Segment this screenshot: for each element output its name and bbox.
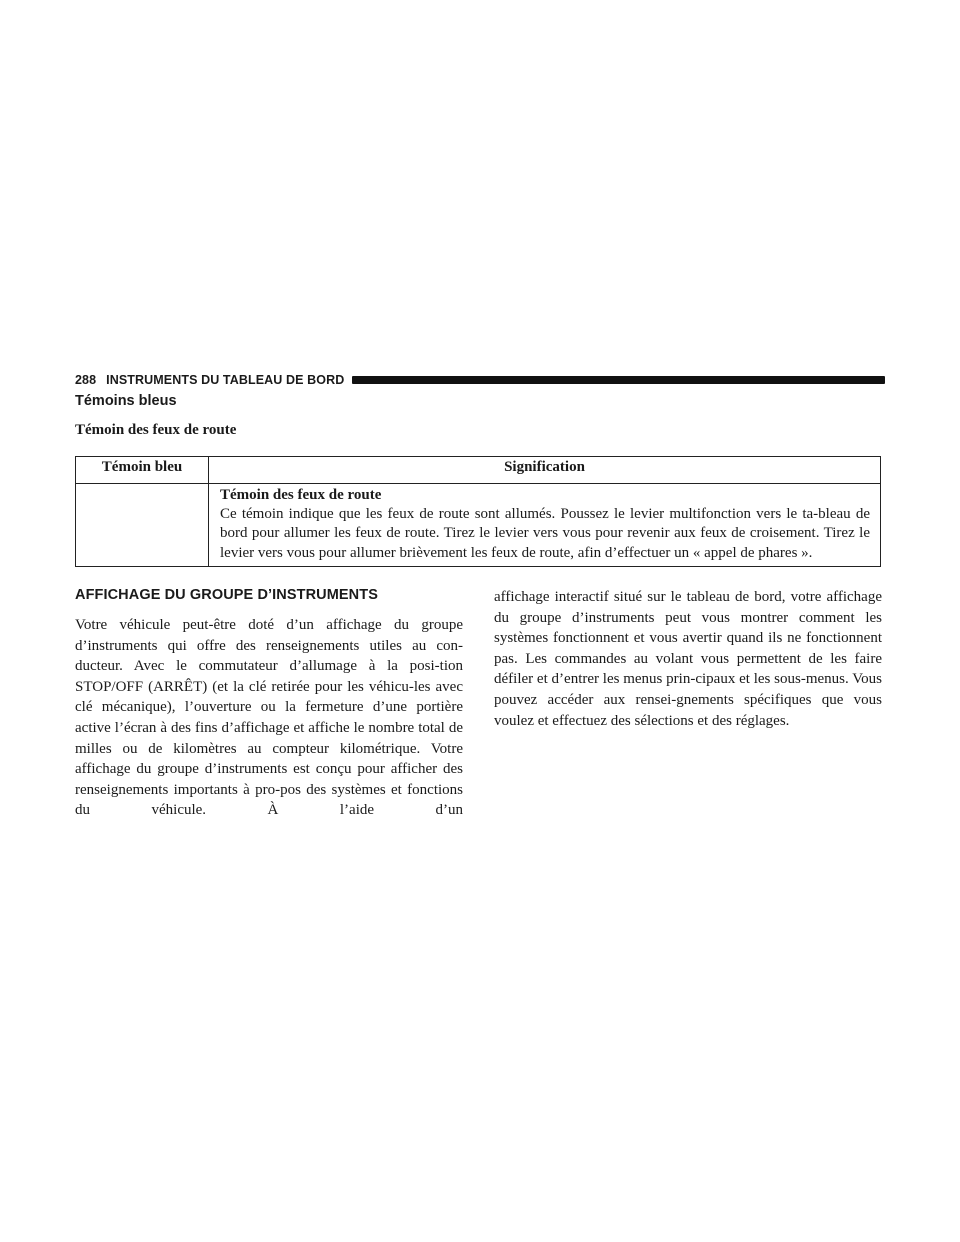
signification-cell: [209, 484, 881, 567]
section-heading: Témoins bleus: [75, 393, 177, 409]
page-header: [75, 372, 885, 388]
column-header-temoin: Témoin bleu: [76, 457, 209, 484]
header-rule: [352, 376, 885, 384]
column-header-signification: Signification: [209, 457, 881, 484]
body-text-left: Votre véhicule peut-être doté d’un affichage du groupe d’instruments qui offre des renseignements utiles au con-ducteur. Avec le commutateur d’allumage à la posi-tion STOP/OFF (ARRÊT) (et la clé retirée pour les véhicu-les avec clé mécanique), l’ouverture ou la fermeture d’une portière active l’écran à des fins d’affichage et affiche le nombre total de milles ou de kilomètres au compteur kilométrique. Votre affichage du groupe d’instruments est conçu pour afficher des renseignements importants à pro-pos des systèmes et fonctions du véhicule. À l’aide d’un: [75, 617, 463, 819]
running-title: INSTRUMENTS DU TABLEAU DE BORD: [106, 373, 345, 387]
subheading: Témoin des feux de route: [75, 422, 237, 438]
table-row: [76, 484, 881, 567]
main-heading: AFFICHAGE DU GROUPE D’INSTRUMENTS: [75, 587, 378, 603]
page-number: 288: [75, 373, 97, 387]
table-header-row: [76, 457, 881, 484]
body-text-right: affichage interactif situé sur le tableau de bord, votre affichage du groupe d’instruments peut vous montrer comment les systèmes fonctionnent et vous avertir quand ils ne fonctionnent pas. Les commandes au volant vous permettent de les faire défiler et d’entrer les menus prin-cipaux et les sous-menus. Vous pouvez accéder aux rensei-gnements spécifiques que vous voulez et effectuez des sélections et des réglages.: [494, 589, 882, 729]
row-description: Ce témoin indique que les feux de route sont allumés. Poussez le levier multifonction vers le ta-bleau de bord pour allumer les feux de route. Tirez le levier vers vous pour revenir aux feux de croisement. Tirez le levier vers vous pour allumer brièvement les feux de route, afin d’effectuer un « appel de phares ».: [220, 506, 870, 561]
indicator-icon-cell: [76, 484, 209, 567]
row-title: Témoin des feux de route: [220, 487, 382, 503]
indicator-table: [75, 456, 881, 567]
